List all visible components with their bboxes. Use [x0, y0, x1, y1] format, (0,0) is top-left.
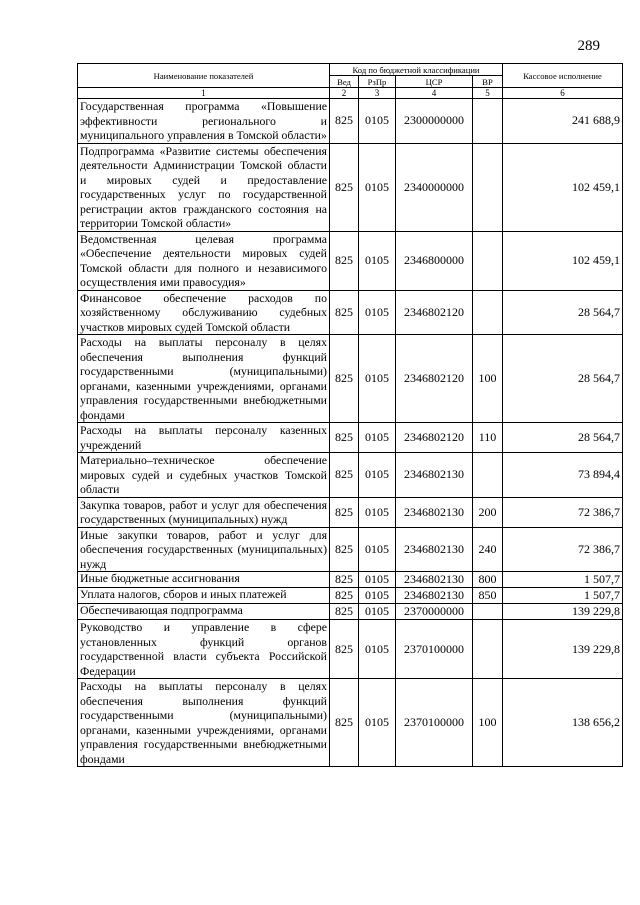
- row-cash: 102 459,1: [503, 143, 623, 231]
- row-vr: [473, 290, 503, 335]
- row-csr: 2346802130: [396, 527, 473, 572]
- row-cash: 139 229,8: [503, 620, 623, 679]
- row-ved: 825: [330, 453, 359, 498]
- table-row: [78, 620, 623, 679]
- row-name: Расходы на выплаты персоналу в целях обеспечения выполнения функций государственными (муниципальными) органами, казенными учреждениями, органами управления государственными внебюджетными фондами: [78, 679, 330, 767]
- row-csr: 2346802130: [396, 572, 473, 588]
- row-cash: 139 229,8: [503, 604, 623, 620]
- row-vr: [473, 99, 503, 144]
- row-name: Уплата налогов, сборов и иных платежей: [78, 588, 330, 604]
- row-rzpr: 0105: [359, 99, 396, 144]
- row-csr: 2346802130: [396, 497, 473, 527]
- header-rzpr: РзПр: [359, 76, 396, 88]
- row-rzpr: 0105: [359, 290, 396, 335]
- row-rzpr: 0105: [359, 423, 396, 453]
- column-number: 6: [503, 88, 623, 99]
- row-vr: [473, 143, 503, 231]
- header-ved: Вед: [330, 76, 359, 88]
- table-row: [78, 679, 623, 767]
- row-cash: 72 386,7: [503, 497, 623, 527]
- row-vr: [473, 620, 503, 679]
- row-ved: 825: [330, 99, 359, 144]
- row-rzpr: 0105: [359, 527, 396, 572]
- row-name: Иные бюджетные ассигнования: [78, 572, 330, 588]
- table-row: [78, 99, 623, 144]
- table-row: [78, 572, 623, 588]
- header-name: Наименование показателей: [78, 64, 330, 88]
- row-name: Подпрограмма «Развитие системы обеспечения деятельности Администрации Томской области и мировых судей и предоставление государственных услуг по государственной регистрации актов гражданского состояния на территории Томской области»: [78, 143, 330, 231]
- header-vr: ВР: [473, 76, 503, 88]
- row-name: Ведомственная целевая программа «Обеспечение деятельности мировых судей Томской области для полного и независимого осуществления ими правосудия»: [78, 231, 330, 290]
- row-ved: 825: [330, 143, 359, 231]
- row-vr: [473, 604, 503, 620]
- row-vr: 110: [473, 423, 503, 453]
- row-name: Материально–техническое обеспечение мировых судей и судебных участков Томской области: [78, 453, 330, 498]
- row-cash: 1 507,7: [503, 588, 623, 604]
- page-number: 289: [577, 38, 600, 54]
- row-rzpr: 0105: [359, 604, 396, 620]
- table-row: [78, 423, 623, 453]
- row-csr: 2346802130: [396, 453, 473, 498]
- table-row: [78, 527, 623, 572]
- row-rzpr: 0105: [359, 453, 396, 498]
- header-cash: Кассовое исполнение: [503, 64, 623, 88]
- row-csr: 2346802120: [396, 335, 473, 423]
- column-number: 3: [359, 88, 396, 99]
- row-csr: 2346802130: [396, 588, 473, 604]
- row-ved: 825: [330, 527, 359, 572]
- row-vr: [473, 231, 503, 290]
- row-cash: 102 459,1: [503, 231, 623, 290]
- row-ved: 825: [330, 679, 359, 767]
- row-csr: 2370000000: [396, 604, 473, 620]
- row-rzpr: 0105: [359, 143, 396, 231]
- table-row: [78, 604, 623, 620]
- row-csr: 2346802120: [396, 423, 473, 453]
- row-csr: 2370100000: [396, 679, 473, 767]
- header-code-group: Код по бюджетной классификации: [330, 64, 503, 76]
- row-name: Закупка товаров, работ и услуг для обеспечения государственных (муниципальных) нужд: [78, 497, 330, 527]
- row-name: Иные закупки товаров, работ и услуг для обеспечения государственных (муниципальных) нужд: [78, 527, 330, 572]
- row-ved: 825: [330, 588, 359, 604]
- row-csr: 2346802120: [396, 290, 473, 335]
- row-csr: 2346800000: [396, 231, 473, 290]
- row-name: Расходы на выплаты персоналу казенных учреждений: [78, 423, 330, 453]
- column-number-row: [78, 88, 623, 99]
- column-number: 1: [78, 88, 330, 99]
- row-ved: 825: [330, 497, 359, 527]
- column-number: 4: [396, 88, 473, 99]
- row-vr: 100: [473, 335, 503, 423]
- row-cash: 1 507,7: [503, 572, 623, 588]
- row-ved: 825: [330, 290, 359, 335]
- column-number: 2: [330, 88, 359, 99]
- row-csr: 2340000000: [396, 143, 473, 231]
- table-row: [78, 588, 623, 604]
- row-ved: 825: [330, 335, 359, 423]
- table-row: [78, 290, 623, 335]
- row-cash: 28 564,7: [503, 290, 623, 335]
- row-ved: 825: [330, 620, 359, 679]
- row-rzpr: 0105: [359, 231, 396, 290]
- table-row: [78, 231, 623, 290]
- budget-execution-table: [77, 63, 623, 767]
- header-csr: ЦСР: [396, 76, 473, 88]
- row-cash: 28 564,7: [503, 423, 623, 453]
- row-vr: 100: [473, 679, 503, 767]
- row-ved: 825: [330, 572, 359, 588]
- row-cash: 241 688,9: [503, 99, 623, 144]
- row-vr: 240: [473, 527, 503, 572]
- row-rzpr: 0105: [359, 572, 396, 588]
- row-cash: 28 564,7: [503, 335, 623, 423]
- row-csr: 2370100000: [396, 620, 473, 679]
- column-number: 5: [473, 88, 503, 99]
- table-row: [78, 143, 623, 231]
- row-ved: 825: [330, 604, 359, 620]
- row-name: Обеспечивающая подпрограмма: [78, 604, 330, 620]
- row-cash: 138 656,2: [503, 679, 623, 767]
- row-vr: 200: [473, 497, 503, 527]
- row-name: Руководство и управление в сфере установленных функций органов государственной власти субъекта Российской Федерации: [78, 620, 330, 679]
- row-name: Финансовое обеспечение расходов по хозяйственному обслуживанию судебных участков мировых судей Томской области: [78, 290, 330, 335]
- row-ved: 825: [330, 231, 359, 290]
- row-rzpr: 0105: [359, 497, 396, 527]
- row-vr: [473, 453, 503, 498]
- row-name: Государственная программа «Повышение эффективности регионального и муниципального управления в Томской области»: [78, 99, 330, 144]
- row-rzpr: 0105: [359, 335, 396, 423]
- row-rzpr: 0105: [359, 679, 396, 767]
- row-cash: 72 386,7: [503, 527, 623, 572]
- row-rzpr: 0105: [359, 620, 396, 679]
- row-name: Расходы на выплаты персоналу в целях обеспечения выполнения функций государственными (муниципальными) органами, казенными учреждениями, органами управления государственными внебюджетными фондами: [78, 335, 330, 423]
- row-vr: 800: [473, 572, 503, 588]
- row-rzpr: 0105: [359, 588, 396, 604]
- row-vr: 850: [473, 588, 503, 604]
- table-row: [78, 497, 623, 527]
- table-row: [78, 335, 623, 423]
- row-cash: 73 894,4: [503, 453, 623, 498]
- row-ved: 825: [330, 423, 359, 453]
- table-row: [78, 453, 623, 498]
- row-csr: 2300000000: [396, 99, 473, 144]
